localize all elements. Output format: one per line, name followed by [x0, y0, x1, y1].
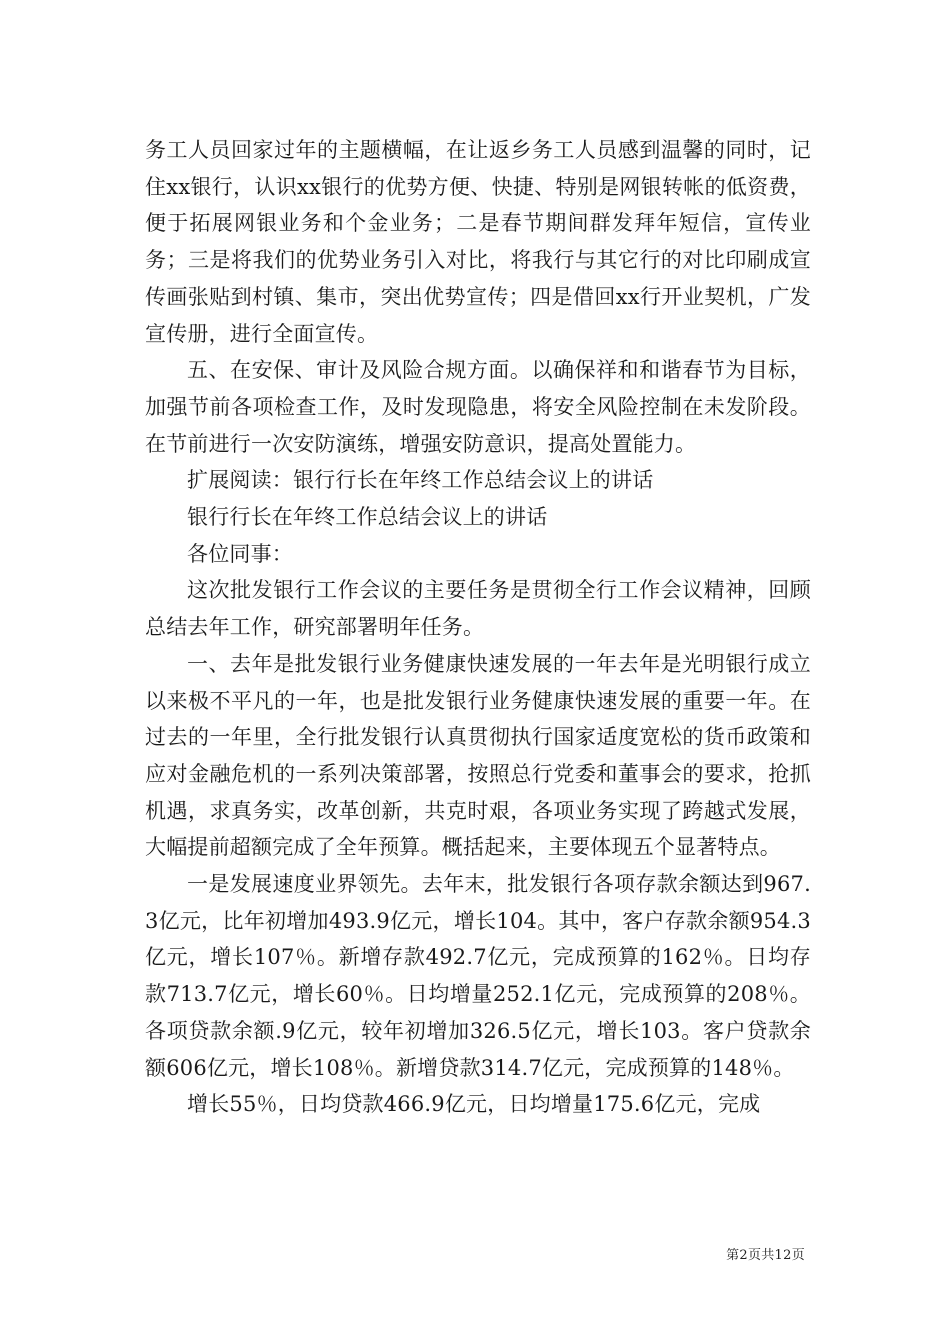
extended-reading-line: 扩展阅读：银行行长在年终工作总结会议上的讲话: [187, 468, 654, 493]
paragraph-section-one: 一、去年是批发银行业务健康快速发展的一年去年是光明银行成立以来极不平凡的一年，也是批发银行业务健康快速发展的重要一年。在过去的一年里，全行批发银行认真贯彻执行国家适度宽松的货币政策和应对金融危机的一系列决策部署，按照总行党委和董事会的要求，抢抓机遇，求真务实，改革创新，共克时艰，各项业务实现了跨越式发展，大幅提前超额完成了全年预算。概括起来，主要体现五个显著特点。: [145, 651, 811, 860]
paragraph-meeting-purpose: 这次批发银行工作会议的主要任务是贯彻全行工作会议精神，回顾总结去年工作，研究部署明年任务。: [145, 578, 811, 640]
speech-title: 银行行长在年终工作总结会议上的讲话: [187, 505, 548, 530]
document-body: [145, 132, 811, 1123]
salutation: 各位同事：: [187, 541, 293, 566]
paragraph-continued: 务工人员回家过年的主题横幅，在让返乡务工人员感到温馨的同时，记住xx银行，认识xx银行的优势方便、快捷、特别是网银转帐的低资费，便于拓展网银业务和个金业务；二是春节期间群发拜年短信，宣传业务；三是将我们的优势业务引入对比，将我行与其它行的对比印刷成宣传画张贴到村镇、集市，突出优势宣传；四是借回xx行开业契机，广发宣传册，进行全面宣传。: [145, 138, 811, 346]
page-number-footer: 第2页共12页: [726, 1248, 805, 1263]
paragraph-loan-growth: 增长55％，日均贷款466.9亿元，日均增量175.6亿元，完成: [187, 1092, 761, 1117]
paragraph-growth-figures: 一是发展速度业界领先。去年末，批发银行各项存款余额达到967.3亿元，比年初增加493.9亿元，增长104。其中，客户存款余额954.3亿元，增长107％。新增存款492.7亿元，完成预算的162％。日均存款713.7亿元，增长60％。日均增量252.1亿元，完成预算的208％。各项贷款余额.9亿元，较年初增加326.5亿元，增长103。客户贷款余额606亿元，增长108％。新增贷款314.7亿元，完成预算的148％。: [145, 872, 811, 1080]
paragraph-section-five: 五、在安保、审计及风险合规方面。以确保祥和和谐春节为目标，加强节前各项检查工作，及时发现隐患，将安全风险控制在未发阶段。在节前进行一次安防演练，增强安防意识，提高处置能力。: [145, 358, 811, 456]
